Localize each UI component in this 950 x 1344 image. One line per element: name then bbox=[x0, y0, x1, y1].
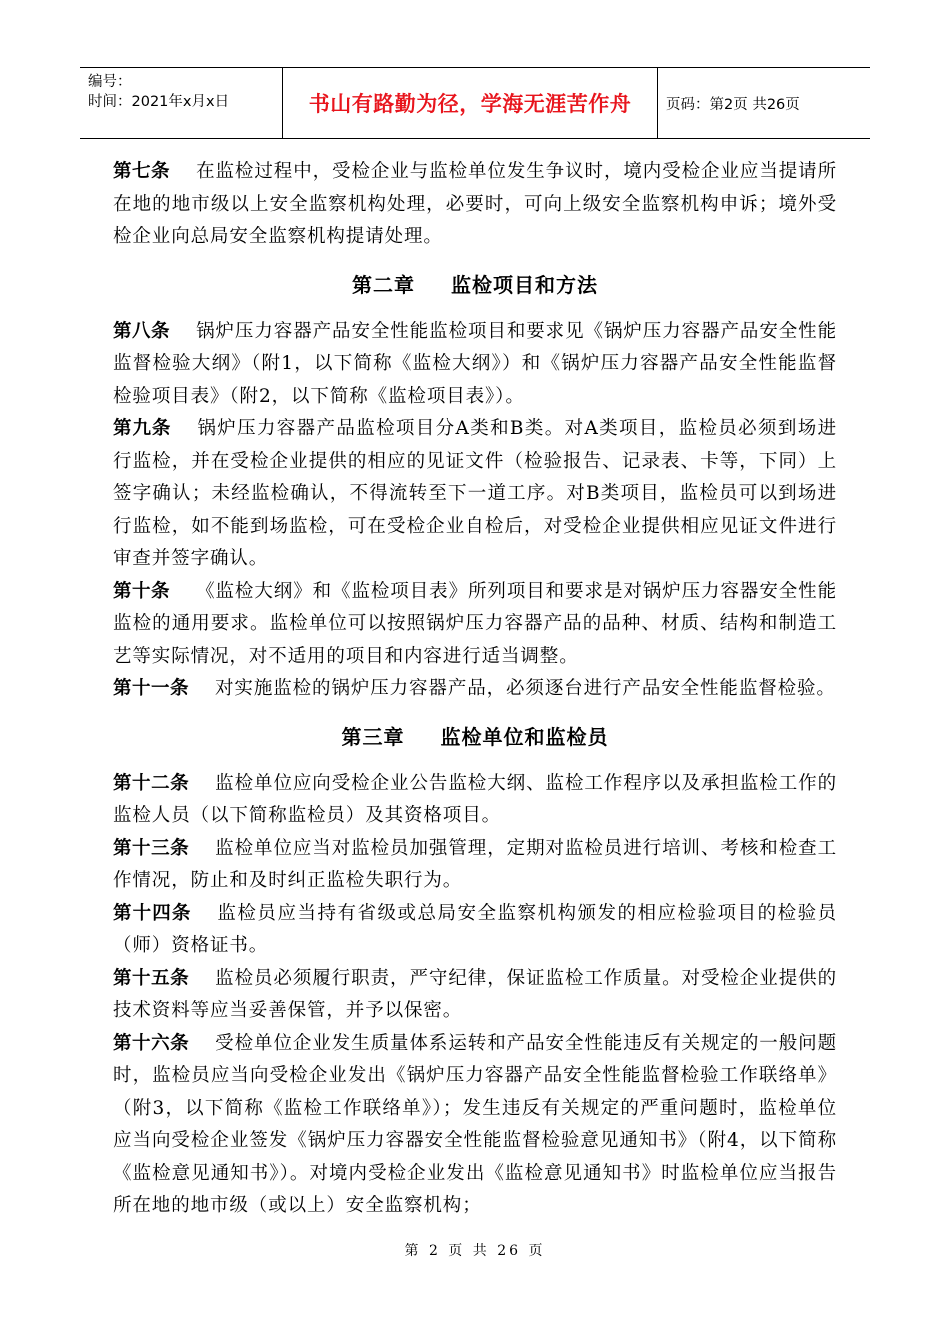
article-16 bbox=[113, 1028, 837, 1223]
chapter-number: 第三章 bbox=[341, 724, 405, 749]
page-header bbox=[80, 67, 870, 139]
article-12 bbox=[113, 768, 837, 833]
article-number: 第十二条 bbox=[113, 772, 190, 794]
article-number: 第十五条 bbox=[113, 967, 190, 989]
article-text: 在监检过程中，受检企业与监检单位发生争议时，境内受检企业应当提请所在地的地市级以上安全监察机构处理，必要时，可向上级安全监察机构申诉；境外受检企业向总局安全监察机构提请处理。 bbox=[113, 161, 837, 247]
article-number: 第十一条 bbox=[113, 678, 190, 699]
article-9 bbox=[113, 413, 837, 576]
article-text: 监检员必须履行职责，严守纪律，保证监检工作质量。对受检企业提供的技术资料等应当妥善保管，并予以保密。 bbox=[113, 967, 837, 1021]
number-label: 编号： bbox=[88, 74, 132, 90]
article-number: 第八条 bbox=[113, 320, 171, 342]
chapter-number: 第二章 bbox=[352, 272, 415, 297]
chapter-title: 监检单位和监检员 bbox=[440, 724, 609, 749]
article-text: 监检单位应向受检企业公告监检大纲、监检工作程序以及承担监检工作的监检人员（以下简称监检员）及其资格项目。 bbox=[113, 772, 837, 826]
header-meta bbox=[80, 68, 283, 138]
article-11 bbox=[113, 673, 837, 706]
chapter-heading-2 bbox=[113, 254, 837, 316]
article-number: 第十四条 bbox=[113, 902, 192, 924]
article-number: 第九条 bbox=[113, 418, 172, 439]
article-number: 第十三条 bbox=[113, 837, 190, 859]
article-text: 对实施监检的锅炉压力容器产品，必须逐台进行产品安全性能监督检验。 bbox=[215, 678, 836, 699]
article-14 bbox=[113, 898, 837, 963]
article-number: 第十条 bbox=[113, 580, 171, 602]
article-8 bbox=[113, 316, 837, 414]
article-13 bbox=[113, 833, 837, 898]
article-text: 锅炉压力容器产品监检项目分A类和B类。对A类项目，监检员必须到场进行监检，并在受检企业提供的相应的见证文件（检验报告、记录表、卡等，下同）上签字确认；未经监检确认，不得流转至下一道工序。对B类项目，监检员可以到场进行监检，如不能到场监检，可在受检企业自检后，对受检企业提供相应见证文件进行审查并签字确认。 bbox=[113, 418, 837, 569]
document-body bbox=[113, 156, 837, 1223]
article-15 bbox=[113, 963, 837, 1028]
article-10 bbox=[113, 576, 837, 674]
header-page-info: 页码：第2页 共26页 bbox=[666, 96, 800, 113]
article-number: 第七条 bbox=[113, 161, 171, 182]
page-footer: 第 2 页 共 26 页 bbox=[404, 1243, 546, 1259]
article-text: 锅炉压力容器产品安全性能监检项目和要求见《锅炉压力容器产品安全性能监督检验大纲》（附1，以下简称《监检大纲》）和《锅炉压力容器产品安全性能监督检验项目表》（附2，以下简称《监检项目表》）。 bbox=[113, 320, 837, 407]
article-text: 监检员应当持有省级或总局安全监察机构颁发的相应检验项目的检验员（师）资格证书。 bbox=[113, 902, 837, 956]
article-7 bbox=[113, 156, 837, 254]
article-number: 第十六条 bbox=[113, 1032, 190, 1054]
header-motto: 书山有路勤为径，学海无涯苦作舟 bbox=[283, 68, 658, 138]
chapter-heading-3 bbox=[113, 706, 837, 768]
time-label: 时间：2021年x月x日 bbox=[88, 94, 230, 110]
article-text: 受检单位企业发生质量体系运转和产品安全性能违反有关规定的一般问题时，监检员应当向受检企业发出《锅炉压力容器产品安全性能监督检验工作联络单》（附3，以下简称《监检工作联络单》）；发生违反有关规定的严重问题时，监检单位应当向受检企业签发《锅炉压力容器安全性能监督检验意见通知书》（附4，以下简称《监检意见通知书》）。对境内受检企业发出《监检意见通知书》时监检单位应当报告所在地的地市级（或以上）安全监察机构； bbox=[113, 1032, 837, 1216]
article-text: 监检单位应当对监检员加强管理，定期对监检员进行培训、考核和检查工作情况，防止和及时纠正监检失职行为。 bbox=[113, 837, 837, 891]
article-text: 《监检大纲》和《监检项目表》所列项目和要求是对锅炉压力容器安全性能监检的通用要求。监检单位可以按照锅炉压力容器产品的品种、材质、结构和制造工艺等实际情况，对不适用的项目和内容进行适当调整。 bbox=[113, 580, 837, 667]
chapter-title: 监检项目和方法 bbox=[451, 272, 598, 297]
